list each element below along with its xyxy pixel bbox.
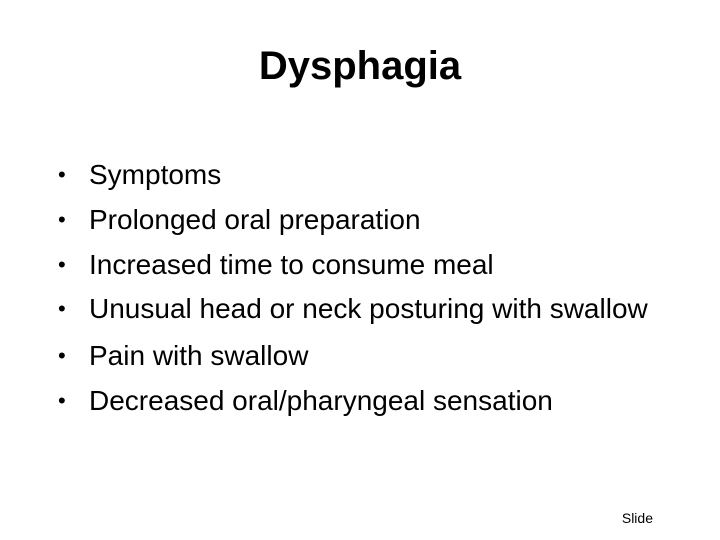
bullet-text: Prolonged oral preparation — [89, 204, 421, 235]
bullet-icon: • — [58, 162, 66, 187]
list-item — [58, 242, 658, 287]
bullet-text: Unusual head or neck posturing with swallow — [89, 293, 648, 324]
bullet-text: Increased time to consume meal — [89, 249, 494, 280]
bullet-text: Decreased oral/pharyngeal sensation — [89, 385, 553, 416]
bullet-list — [58, 152, 658, 423]
bullet-icon: • — [58, 388, 66, 413]
bullet-icon: • — [58, 343, 66, 368]
list-item — [58, 287, 658, 333]
slide-title: Dysphagia — [258, 44, 462, 88]
bullet-icon: • — [58, 296, 66, 321]
list-item — [58, 333, 658, 378]
list-item — [58, 152, 658, 197]
list-item — [58, 378, 658, 423]
bullet-text: Symptoms — [89, 159, 222, 190]
slide-footer-label: Slide — [621, 510, 653, 526]
bullet-icon: • — [58, 207, 66, 232]
bullet-icon: • — [58, 252, 66, 277]
list-item — [58, 197, 658, 242]
bullet-text: Pain with swallow — [89, 340, 309, 371]
